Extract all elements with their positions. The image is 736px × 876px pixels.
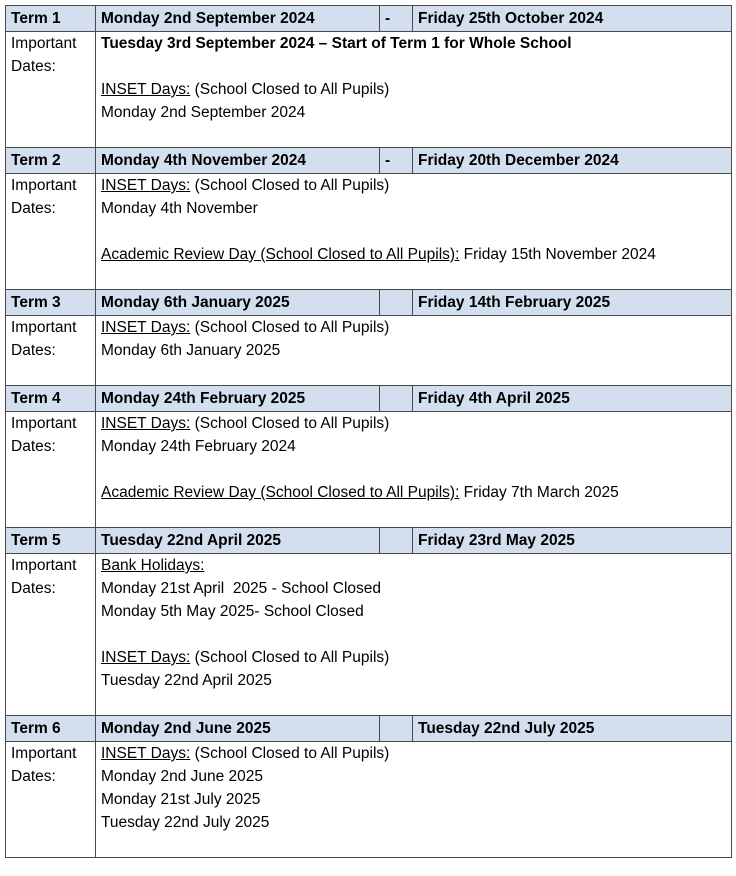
blank-line <box>101 124 726 147</box>
term-end-date: Friday 23rd May 2025 <box>413 528 732 554</box>
term-start-date: Monday 2nd June 2025 <box>96 716 380 742</box>
date-heading: INSET Days: <box>101 177 191 194</box>
term-dates-row <box>6 174 732 290</box>
important-dates-content <box>96 412 732 528</box>
important-dates-content <box>96 742 732 858</box>
important-dates-content <box>96 554 732 716</box>
date-text: Tuesday 22nd April 2025 <box>101 672 272 689</box>
term-name: Term 5 <box>6 528 96 554</box>
blank-line <box>101 692 726 715</box>
date-line <box>101 811 726 834</box>
label-line: Dates: <box>11 58 56 75</box>
term-dates-body <box>6 6 732 858</box>
term-date-separator <box>380 290 413 316</box>
term-date-separator <box>380 528 413 554</box>
term-header-row <box>6 386 732 412</box>
date-line <box>101 600 726 623</box>
date-line <box>101 554 726 577</box>
term-start-date: Tuesday 22nd April 2025 <box>96 528 380 554</box>
date-text: Friday 15th November 2024 <box>459 246 656 263</box>
term-name: Term 6 <box>6 716 96 742</box>
term-date-separator <box>380 716 413 742</box>
date-text: (School Closed to All Pupils) <box>190 177 390 194</box>
date-heading: INSET Days: <box>101 81 191 98</box>
blank-line <box>101 834 726 857</box>
blank-line <box>101 266 726 289</box>
term-start-date: Monday 6th January 2025 <box>96 290 380 316</box>
label-line: Important <box>11 745 77 762</box>
term-date-separator: - <box>380 148 413 174</box>
term-name: Term 2 <box>6 148 96 174</box>
label-line: Dates: <box>11 342 56 359</box>
date-heading: INSET Days: <box>101 649 191 666</box>
term-end-date: Friday 4th April 2025 <box>413 386 732 412</box>
date-text: (School Closed to All Pupils) <box>190 649 390 666</box>
blank-line <box>101 362 726 385</box>
term-date-separator <box>380 386 413 412</box>
date-heading: Bank Holidays: <box>101 557 205 574</box>
date-text: Monday 21st April 2025 - School Closed <box>101 580 382 597</box>
label-line: Important <box>11 557 77 574</box>
date-heading: Academic Review Day (School Closed to All Pupils): <box>101 246 460 263</box>
date-text: (School Closed to All Pupils) <box>190 81 390 98</box>
important-dates-label <box>6 174 96 290</box>
date-text: Friday 7th March 2025 <box>459 484 619 501</box>
date-text: Monday 21st July 2025 <box>101 791 261 808</box>
term-end-date: Tuesday 22nd July 2025 <box>413 716 732 742</box>
label-line: Dates: <box>11 200 56 217</box>
date-line <box>101 339 726 362</box>
important-dates-content <box>96 316 732 386</box>
key-date-line: Tuesday 3rd September 2024 – Start of Term 1 for Whole School <box>101 35 572 52</box>
date-text: (School Closed to All Pupils) <box>190 415 390 432</box>
date-text: Monday 5th May 2025- School Closed <box>101 603 364 620</box>
date-text: Monday 6th January 2025 <box>101 342 281 359</box>
blank-line <box>101 623 726 646</box>
date-line <box>101 577 726 600</box>
term-dates-row <box>6 554 732 716</box>
term-header-row <box>6 6 732 32</box>
date-line <box>101 78 726 101</box>
term-start-date: Monday 24th February 2025 <box>96 386 380 412</box>
blank-line <box>101 55 726 78</box>
date-line <box>101 174 726 197</box>
blank-line <box>101 220 726 243</box>
important-dates-label <box>6 554 96 716</box>
term-header-row <box>6 528 732 554</box>
term-end-date: Friday 14th February 2025 <box>413 290 732 316</box>
date-line <box>101 765 726 788</box>
date-line <box>101 669 726 692</box>
term-end-date: Friday 20th December 2024 <box>413 148 732 174</box>
important-dates-label <box>6 32 96 148</box>
date-text: (School Closed to All Pupils) <box>190 319 390 336</box>
date-line <box>101 788 726 811</box>
label-line: Important <box>11 319 77 336</box>
label-line: Dates: <box>11 438 56 455</box>
term-dates-row <box>6 412 732 528</box>
date-line <box>101 481 726 504</box>
date-line <box>101 742 726 765</box>
date-line <box>101 412 726 435</box>
important-dates-label <box>6 412 96 528</box>
date-line <box>101 646 726 669</box>
term-date-separator: - <box>380 6 413 32</box>
term-dates-table <box>5 5 732 858</box>
term-name: Term 3 <box>6 290 96 316</box>
date-line <box>101 243 726 266</box>
important-dates-label <box>6 316 96 386</box>
label-line: Dates: <box>11 580 56 597</box>
blank-line <box>101 458 726 481</box>
date-heading: INSET Days: <box>101 415 191 432</box>
date-line <box>101 316 726 339</box>
date-text: Monday 2nd June 2025 <box>101 768 264 785</box>
term-name: Term 1 <box>6 6 96 32</box>
label-line: Important <box>11 415 77 432</box>
label-line: Important <box>11 177 77 194</box>
label-line: Dates: <box>11 768 56 785</box>
term-dates-row <box>6 316 732 386</box>
date-text: Tuesday 22nd July 2025 <box>101 814 270 831</box>
date-heading: INSET Days: <box>101 745 191 762</box>
date-heading: INSET Days: <box>101 319 191 336</box>
date-line <box>101 101 726 124</box>
term-header-row <box>6 148 732 174</box>
date-line <box>101 435 726 458</box>
date-text: Monday 4th November <box>101 200 258 217</box>
label-line: Important <box>11 35 77 52</box>
term-header-row <box>6 716 732 742</box>
date-line <box>101 197 726 220</box>
term-start-date: Monday 2nd September 2024 <box>96 6 380 32</box>
term-end-date: Friday 25th October 2024 <box>413 6 732 32</box>
important-dates-label <box>6 742 96 858</box>
important-dates-content <box>96 174 732 290</box>
term-dates-row <box>6 32 732 148</box>
blank-line <box>101 504 726 527</box>
date-text: Monday 2nd September 2024 <box>101 104 306 121</box>
term-name: Term 4 <box>6 386 96 412</box>
term-dates-row <box>6 742 732 858</box>
term-start-date: Monday 4th November 2024 <box>96 148 380 174</box>
date-heading: Academic Review Day (School Closed to All Pupils): <box>101 484 460 501</box>
term-header-row <box>6 290 732 316</box>
important-dates-content <box>96 32 732 148</box>
term-dates-document <box>5 5 731 858</box>
date-text: Monday 24th February 2024 <box>101 438 296 455</box>
date-text: (School Closed to All Pupils) <box>190 745 390 762</box>
